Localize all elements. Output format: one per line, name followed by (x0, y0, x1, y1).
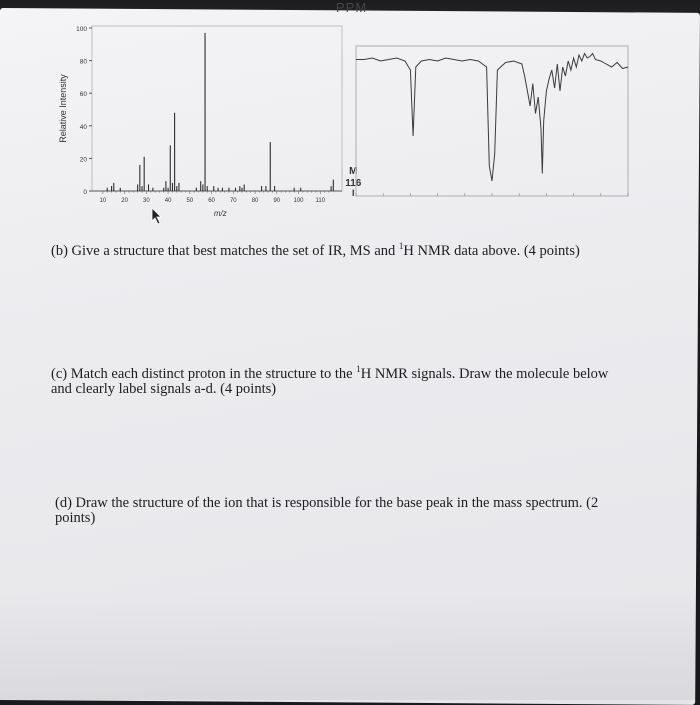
ms-x-tick-label: 80 (251, 198, 259, 204)
ir-plot-frame (356, 46, 628, 196)
ms-x-tick-label: 40 (164, 198, 172, 204)
ms-y-tick-label: 40 (79, 123, 87, 131)
ms-x-tick-label: 100 (293, 198, 304, 204)
ms-y-ticks (76, 26, 92, 196)
ms-y-tick-label: 20 (79, 156, 87, 164)
ms-molecular-ion-mz: 116 (345, 178, 362, 189)
ms-molecular-ion-label: M (349, 166, 358, 177)
ms-x-axis-title: m/z (213, 209, 227, 218)
ms-x-ticks (100, 191, 329, 204)
ir-spectrum-trace (356, 54, 628, 182)
ms-molecular-ion-bar: I (352, 188, 355, 198)
question-b: (b) Give a structure that best matches the set of IR, MS and $^1$H NMR data above. (4 points) (51, 241, 580, 259)
ms-y-tick-label: 0 (83, 189, 87, 196)
ms-x-tick-label: 90 (273, 198, 281, 204)
ms-x-tick-label: 110 (315, 198, 326, 204)
ppm-header-fragment: PPM (336, 0, 368, 15)
ir-frame-box (356, 46, 628, 196)
ms-y-tick-label: 80 (79, 58, 87, 66)
ms-y-tick-label: 100 (76, 26, 87, 33)
question-c: (c) Match each distinct proton in the structure to the $^1$H NMR signals. Draw the molecule below and clearly label signals a-d. (4 points) (51, 364, 609, 397)
ir-spectrum-chart (346, 40, 636, 210)
ms-plot-frame (92, 26, 342, 191)
ms-frame-box (92, 26, 342, 191)
ms-x-tick-label: 70 (229, 198, 237, 204)
question-d: (d) Draw the structure of the ion that is responsible for the base peak in the mass spectrum. (2 points) (55, 495, 599, 526)
ms-x-tick-label: 50 (186, 198, 194, 204)
mouse-pointer-icon (150, 207, 164, 225)
ms-y-axis-title: Relative Intensity (58, 74, 68, 143)
ms-x-tick-label: 10 (99, 198, 107, 204)
ms-x-tick-label: 30 (143, 198, 150, 204)
mass-spectrum-chart (50, 18, 362, 233)
ms-peaks (107, 33, 333, 191)
ms-x-tick-label: 20 (121, 198, 128, 204)
ms-y-tick-label: 60 (79, 91, 87, 99)
ms-x-tick-label: 60 (208, 198, 215, 204)
